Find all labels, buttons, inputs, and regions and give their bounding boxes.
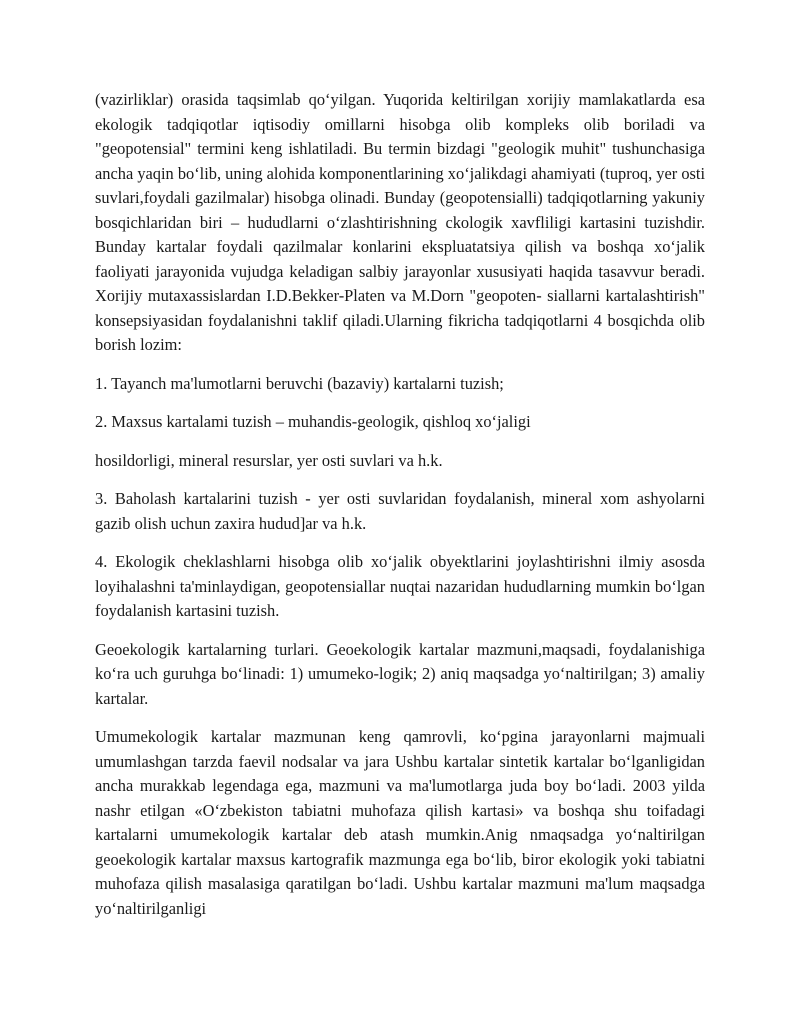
list-item-1: 1. Tayanch ma'lumotlarni beruvchi (bazaviy) kartalarni tuzish; [95, 373, 504, 393]
document-page [95, 88, 705, 935]
list-item-2: 2. Maxsus kartalami tuzish – muhandis-geologik, qishloq xo‘jaligi [95, 412, 531, 431]
list-item-3: 3. Baholash kartalarini tuzish - yer osti suvlaridan foydalanish, mineral xom ashyolarni gazib olish uchun zaxira hudud]ar va h.k. [95, 489, 705, 533]
list-item-2-continued: hosildorligi, mineral resurslar, yer osti suvlari va h.k. [95, 450, 443, 470]
paragraph-general-ecological-maps: Umumekologik kartalar mazmunan keng qamrovli, ko‘pgina jarayonlarni majmuali umumlashgan tarzda faevil nodsalar va jara Ushbu kartalar sintetik kartalar bo‘lganligidan ancha murakkab legendaga ega, mazmuni va ma'lumotlarga juda boy bo‘ladi. 2003 yilda nashr etilgan «O‘zbekiston tabiatni muhofaza qilish kartasi» va boshqa shu toifadagi kartalarni umumekologik kartalar deb atash mumkin.Anig nmaqsadga yo‘naltirilgan geoekologik kartalar maxsus kartografik mazmunga ega bo‘lib, biror ekologik yoki tabiatni muhofaza qilish masalasiga qaratilgan bo‘ladi. Ushbu kartalar mazmuni ma'lum maqsadga yo‘naltirilganligi [95, 727, 705, 918]
paragraph-map-types: Geoekologik kartalarning turlari. Geoekologik kartalar mazmuni,maqsadi, foydalanishiga ko‘ra uch guruhga bo‘linadi: 1) umumeko-logik; 2) aniq maqsadga yo‘naltirilgan; 3) amaliy kartalar. [95, 639, 705, 708]
paragraph-intro: (vazirliklar) orasida taqsimlab qo‘yilgan. Yuqorida keltirilgan xorijiy mamlakatlarda esa ekologik tadqiqotlar iqtisodiy omillarni hisobga olib kompleks olib boriladi va "geopotensial" termini keng ishlatiladi. Bu termin bizdagi "geologik muhit" tushunchasiga ancha yaqin bo‘lib, uning alohida komponentlarining xo‘jalikdagi ahamiyati (tuproq, yer osti suvlari,foydali gazilmalar) hisobga olinadi. Bunday (geopotensialli) tadqiqotlarning yakuniy bosqichlaridan biri – hududlarni o‘zlashtirishning ckologik xavfliligi kartasini tuzishdir. Bunday kartalar foydali qazilmalar konlarini ekspluatatsiya qilish va boshqa xo‘jalik faoliyati jarayonida vujudga keladigan salbiy jarayonlar xususiyati haqida tasavvur beradi. Xorijiy mutaxassislardan I.D.Bekker-Platen va M.Dorn "geopoten- siallarni kartalashtirish" konsepsiyasidan foydalanishni taklif qiladi.Ularning fikricha tadqiqotlarni 4 bosqichda olib borish lozim: [95, 90, 705, 354]
list-item-4: 4. Ekologik cheklashlarni hisobga olib xo‘jalik obyektlarini joylashtirishni ilmiy asosda loyihalashni ta'minlaydigan, geopotensiallar nuqtai nazaridan hududlarning mumkin bo‘lgan foydalanish kartasini tuzish. [95, 552, 705, 620]
